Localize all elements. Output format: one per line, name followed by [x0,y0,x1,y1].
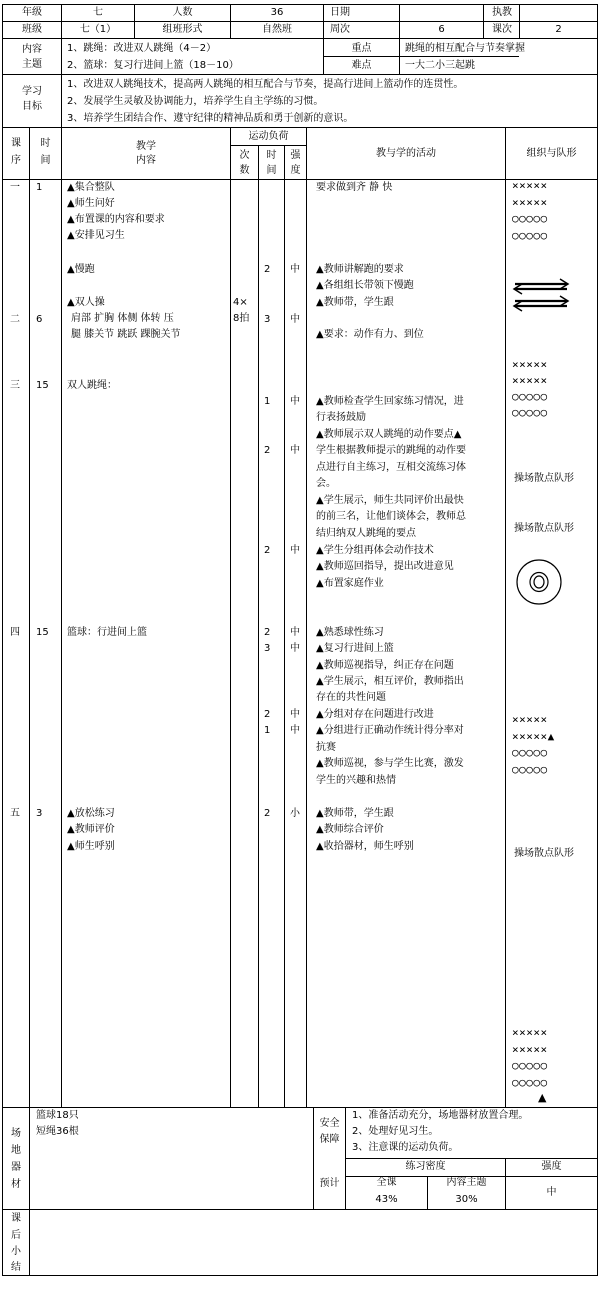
difficulty-label: 难点 [351,60,372,71]
rule [284,145,285,1108]
border-right [597,4,598,1276]
section-1-content: ▲安排见习生 [67,230,125,241]
section-4-activity: ▲分组进行正确动作统计得分率对 [316,725,464,736]
section-5-seq: 五 [10,808,20,819]
full-lesson-label: 全课 [376,1177,397,1188]
rule [61,39,62,75]
section-2-seq: 二 [10,314,20,325]
formation-row: ○○○○○ [512,212,548,225]
equipment-label: 场 [11,1128,21,1139]
section-4-duration: 2 [264,627,271,638]
formation-row: ○○○○○ [512,1076,548,1089]
section-3-activity: 行表扬鼓励 [316,412,366,423]
formation-row: ○○○○○ [512,746,548,759]
rule [2,1209,598,1210]
density-label: 练习密度 [405,1161,446,1172]
section-3-activity: ▲教师巡回指导，提出改进意见 [316,561,454,572]
section-2-duration: 3 [264,314,271,325]
section-1b-activity: ▲教师讲解跑的要求 [316,264,404,275]
section-3-intensity: 中 [290,445,300,456]
goal-item: 3、培养学生团结合作、遵守纪律的精神品质和勇于创新的意识。 [67,113,354,124]
formation-row: ××××× [512,713,548,726]
rule [2,74,598,75]
formation-row: ××××× [512,1043,548,1056]
section-4-activity: 抗赛 [316,742,336,753]
rule [345,1158,598,1159]
section-4-activity: 学生的兴趣和热情 [316,775,396,786]
section-5-activity: ▲收拾器材，师生呼别 [316,841,414,852]
section-1-seq: 一 [10,182,20,193]
section-5-activity: ▲教师带，学生跟 [316,808,394,819]
predict-label: 预计 [319,1178,340,1189]
col-times-label-2: 数 [239,165,250,176]
week-label: 周次 [330,24,350,35]
rule [505,128,506,1108]
teacher-label: 执教 [492,7,512,18]
section-4-activity: 存在的共性问题 [316,692,386,703]
section-3-activity: 的前三名，让他们谈体会，教师总 [316,511,466,522]
section-4-activity: ▲学生展示，相互评价，教师指出 [316,676,464,687]
section-4-activity: ▲教师巡视指导，纠正存在问题 [316,660,454,671]
section-2-times-2: 8拍 [233,313,250,324]
rule [61,128,62,1108]
equipment-item: 篮球18只 [36,1110,79,1121]
date-label: 日期 [330,7,350,18]
border-bottom [2,1275,598,1276]
formation-row: ××××× [512,1026,548,1039]
formation-row: ××××× [512,374,548,387]
section-2-times: 4× [233,297,248,308]
section-4-activity: ▲分组对存在问题进行改进 [316,709,434,720]
formation-row: ○○○○○ [512,229,548,242]
section-4-intensity: 中 [290,725,300,736]
safety-item: 3、注意课的运动负荷。 [352,1142,459,1153]
section-4-intensity: 中 [290,643,300,654]
org-value: 自然班 [262,24,292,35]
goals-label-2: 目标 [22,101,42,112]
col-duration-label: 时 [266,150,277,161]
section-4-duration: 2 [264,709,271,720]
section-3-seq: 三 [10,380,20,391]
border-left [2,4,3,1276]
goal-item: 2、发展学生灵敏及协调能力，培养学生自主学练的习惯。 [67,96,324,107]
full-lesson-density: 43% [375,1194,398,1205]
section-3-duration: 2 [264,445,271,456]
rule [29,128,30,1108]
rule [323,56,519,57]
rule [2,21,598,22]
grade-value: 七 [93,7,103,18]
col-times-label: 次 [239,150,250,161]
section-3-activity: 结归纳双人跳绳的要点 [316,528,416,539]
section-2-intensity: 中 [290,314,300,325]
section-3-activity: ▲教师展示双人跳绳的动作要点▲ [316,429,462,440]
section-3-intensity: 中 [290,396,300,407]
section-4-intensity: 中 [290,709,300,720]
col-content-label: 教学 [136,141,156,152]
col-intensity-label-2: 度 [290,165,301,176]
section-1-activity: 要求做到齐 静 快 [316,182,393,193]
section-2-activity: ▲要求：动作有力、到位 [316,329,424,340]
section-3-duration: 1 [264,396,271,407]
section-1-content: ▲集合整队 [67,182,115,193]
formation-row-with-flag: ×××××▲ [512,730,555,743]
lesson-label: 课次 [492,24,512,35]
intensity-header: 强度 [541,1161,562,1172]
formation-row: ○○○○○ [512,406,548,419]
section-1b-activity: ▲各组组长带领下慢跑 [316,280,414,291]
rule [2,1107,598,1108]
safety-label: 安全 [319,1118,340,1129]
theme-density-label: 内容主题 [446,1177,487,1188]
rule [230,128,231,1108]
section-5-content: ▲教师评价 [67,824,115,835]
reflection-label: 课 [11,1213,21,1224]
col-activity-label: 教与学的活动 [376,148,436,159]
circle-formation-icon [514,557,564,607]
section-4-content: 篮球：行进间上篮 [67,627,147,638]
section-2-content: ▲双人操 [67,297,105,308]
rule [399,4,400,75]
section-2-time: 6 [36,314,43,325]
jog-route-arrows-icon [510,276,572,312]
section-1b-duration: 2 [264,264,271,275]
col-time-label-2: 间 [40,155,51,166]
col-intensity-label: 强 [290,150,301,161]
key-point-value: 跳绳的相互配合与节奏掌握 [405,43,525,54]
reflection-label: 小 [11,1246,21,1257]
formation-row: ××××× [512,196,548,209]
col-content-label-2: 内容 [136,155,156,166]
border-top [2,4,598,5]
goal-item: 1、改进双人跳绳技术，提高两人跳绳的相互配合与节奏，提高行进间上篮动作的连贯性。 [67,79,464,90]
col-duration-label-2: 间 [266,165,277,176]
section-2-content: 肩部 扩胸 体侧 体转 压 [71,313,174,324]
grade-label: 年级 [22,7,42,18]
content-label: 内容 [22,44,42,55]
rule [306,128,307,1108]
section-4-intensity: 中 [290,627,300,638]
section-4-activity: ▲教师巡视，参与学生比赛，激发 [316,758,464,769]
content-item-2: 2、篮球：复习行进间上篮（18－10） [67,60,239,71]
key-point-label: 重点 [351,43,372,54]
formation-row: ○○○○○ [512,1059,548,1072]
col-organization-label: 组织与队形 [526,148,577,159]
section-3-activity: ▲学生分组再体会动作技术 [316,545,434,556]
formation-row: ○○○○○ [512,390,548,403]
formation-row: ○○○○○ [512,763,548,776]
section-4-activity: ▲复习行进间上篮 [316,643,394,654]
week-value: 6 [438,24,445,35]
rule [61,75,62,128]
section-3-activity: 会。 [316,478,336,489]
safety-label-2: 保障 [319,1134,340,1145]
class-value: 七（1） [79,24,117,35]
section-3-organization-2: 操场散点队形 [514,523,574,534]
section-1-content: ▲师生问好 [67,198,115,209]
section-4-time: 15 [36,627,49,638]
section-5-content: ▲放松练习 [67,808,115,819]
safety-item: 2、处理好见习生。 [352,1126,439,1137]
theme-label: 主题 [22,59,42,70]
reflection-label: 后 [11,1230,21,1241]
section-3-activity: ▲教师检查学生回家练习情况，进 [316,396,464,407]
section-1b-content: ▲慢跑 [67,264,95,275]
theme-density: 30% [455,1194,478,1205]
section-2-content: 腿 膝关节 跳跃 踝腕关节 [71,329,181,340]
rule [29,1107,30,1276]
section-5-content: ▲师生呼别 [67,841,115,852]
section-4-duration: 3 [264,643,271,654]
col-seq-label-2: 序 [11,155,21,166]
section-4-seq: 四 [10,627,20,638]
section-3-time: 15 [36,380,49,391]
section-1b-activity: ▲教师带，学生跟 [316,297,394,308]
section-5-duration: 2 [264,808,271,819]
col-time-label: 时 [40,138,51,149]
rule [258,145,259,1108]
section-3-activity: 学生根据教师提示的跳绳的动作要 [316,445,466,456]
count-label: 人数 [172,7,193,18]
formation-row: ××××× [512,179,548,192]
section-5-intensity: 小 [290,808,300,819]
equipment-label: 材 [11,1179,21,1190]
teacher-flag-icon: ▲ [538,1091,547,1104]
section-1b-intensity: 中 [290,264,300,275]
col-load-label: 运动负荷 [248,131,289,142]
content-item-1: 1、跳绳：改进双人跳绳（4－2） [67,43,217,54]
goals-label: 学习 [22,86,42,97]
lesson-value: 2 [555,24,562,35]
class-label: 班级 [22,24,42,35]
section-5-activity: ▲教师综合评价 [316,824,384,835]
equipment-label: 地 [11,1145,21,1156]
safety-item: 1、准备活动充分，场地器材放置合理。 [352,1110,529,1121]
section-5-organization: 操场散点队形 [514,848,574,859]
intensity-value: 中 [546,1187,557,1198]
section-1-time: 1 [36,182,43,193]
org-label: 组班形式 [162,24,203,35]
section-3-activity: ▲布置家庭作业 [316,578,384,589]
section-4-activity: ▲熟悉球性练习 [316,627,384,638]
formation-row: ××××× [512,358,548,371]
rule [2,38,598,39]
section-1-content: ▲布置课的内容和要求 [67,214,165,225]
section-3-intensity: 中 [290,545,300,556]
reflection-label: 结 [11,1262,21,1273]
difficulty-value: 一大二小三起跳 [405,60,475,71]
section-3-activity: ▲学生展示，师生共同评价出最快 [316,495,464,506]
col-seq-label: 课 [11,138,21,149]
rule [230,145,306,146]
equipment-item: 短绳36根 [36,1126,79,1137]
section-3-duration: 2 [264,545,271,556]
section-5-time: 3 [36,808,43,819]
rule [483,4,484,39]
rule [2,127,598,128]
equipment-label: 器 [11,1162,21,1173]
rule [2,179,598,180]
section-3-activity: 点进行自主练习，互相交流练习体 [316,462,466,473]
count-value: 36 [270,7,284,18]
section-3-organization: 操场散点队形 [514,473,574,484]
section-3-content: 双人跳绳： [67,380,117,391]
section-4-duration: 1 [264,725,271,736]
